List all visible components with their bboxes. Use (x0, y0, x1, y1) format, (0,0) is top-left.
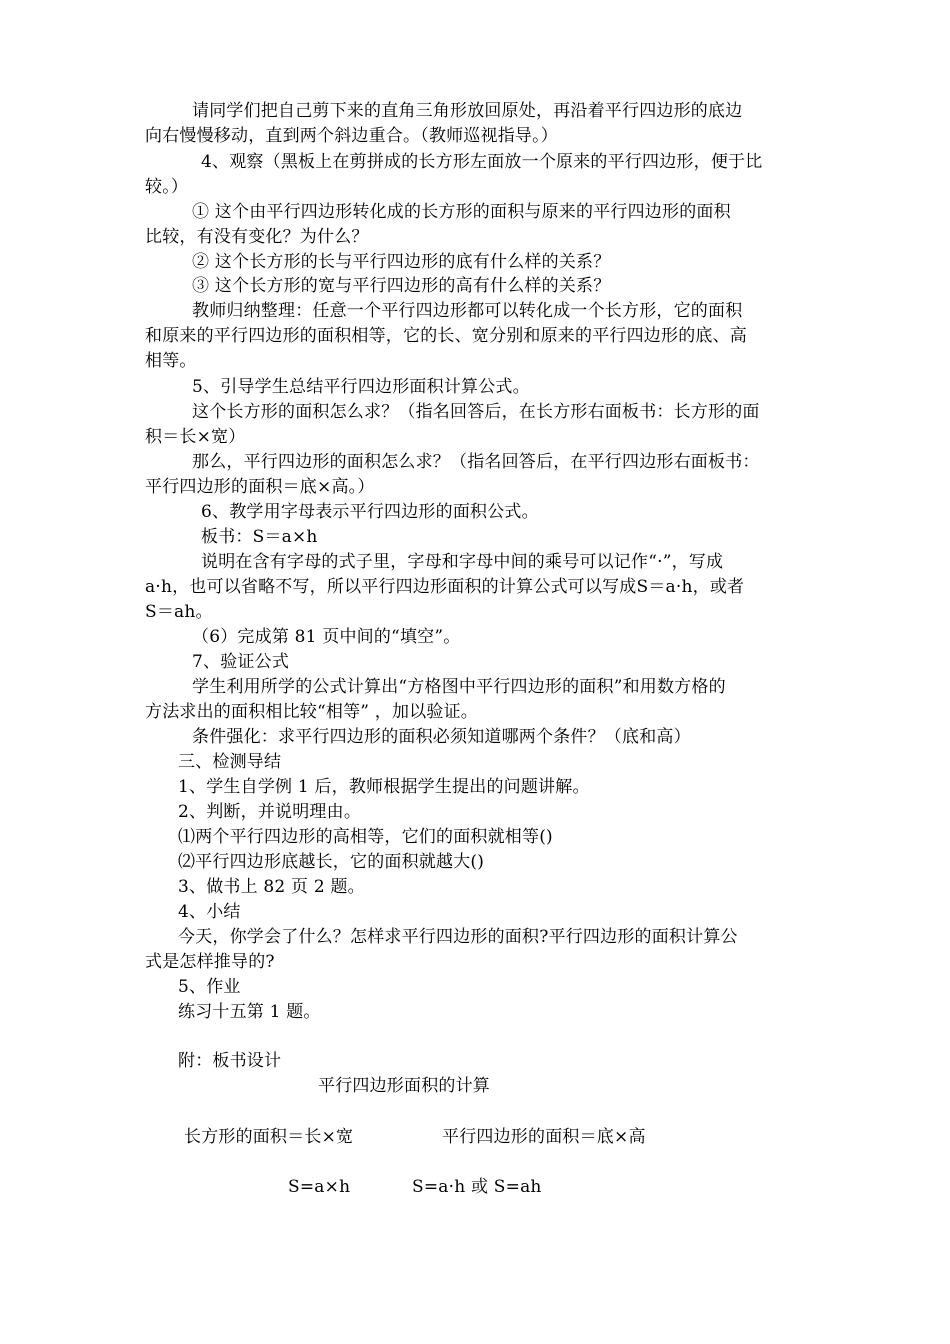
text-line: a·h，也可以省略不写，所以平行四边形面积的计算公式可以写成S＝a·h，或者 (145, 577, 745, 597)
text-line: ⑴两个平行四边形的高相等，它们的面积就相等() (178, 827, 553, 847)
text-line: ⑵平行四边形底越长，它的面积就越大() (178, 852, 485, 872)
text-line: 方法求出的面积相比较“相等” ，加以验证。 (145, 702, 478, 722)
text-line: ① 这个由平行四边形转化成的长方形的面积与原来的平行四边形的面积 (192, 202, 731, 222)
text-line: 较。） (145, 177, 189, 197)
text-line: 练习十五第 1 题。 (178, 1002, 321, 1022)
text-line: 7、验证公式 (192, 652, 290, 672)
text-line: 2、判断，并说明理由。 (178, 802, 362, 822)
text-line: 4、小结 (178, 902, 241, 922)
text-line: 请同学们把自己剪下来的直角三角形放回原处，再沿着平行四边形的底边 (192, 101, 743, 121)
rectangle-letter-formula: S=a×h (288, 1177, 351, 1197)
text-line: 三、检测导结 (178, 752, 282, 772)
text-line: 式是怎样推导的? (145, 952, 275, 972)
rectangle-area-formula: 长方形的面积＝长×宽 (184, 1127, 354, 1147)
text-line: 和原来的平行四边形的面积相等，它的长、宽分别和原来的平行四边形的底、高 (145, 326, 747, 346)
text-line: 5、作业 (178, 977, 241, 997)
text-line: 板书：S＝a×h (201, 527, 318, 547)
text-line: 6、教学用字母表示平行四边形的面积公式。 (201, 502, 539, 522)
text-line: 平行四边形的面积＝底×高。） (145, 477, 375, 497)
text-line: 这个长方形的面积怎么求？（指名回答后，在长方形右面板书：长方形的面 (192, 402, 760, 422)
text-line: （6）完成第 81 页中间的“填空”。 (192, 627, 461, 647)
parallelogram-letter-formula: S=a·h 或 S=ah (412, 1177, 542, 1197)
text-line: 3、做书上 82 页 2 题。 (178, 877, 365, 897)
text-line: 那么，平行四边形的面积怎么求？（指名回答后，在平行四边形右面板书： (192, 452, 760, 472)
text-line: 学生利用所学的公式计算出“方格图中平行四边形的面积”和用数方格的 (192, 677, 726, 697)
text-line: 积＝长×宽） (145, 427, 246, 447)
text-line: ② 这个长方形的长与平行四边形的底有什么样的关系？ (192, 252, 611, 272)
text-line: 说明在含有字母的式子里，字母和字母中间的乘号可以记作“·”，写成 (201, 552, 724, 572)
text-line: 相等。 (145, 351, 197, 371)
text-line: 今天，你学会了什么？怎样求平行四边形的面积?平行四边形的面积计算公 (178, 927, 738, 947)
text-line: 向右慢慢移动，直到两个斜边重合。（教师巡视指导。） (145, 126, 558, 146)
text-line: ③ 这个长方形的宽与平行四边形的高有什么样的关系？ (192, 276, 611, 296)
text-line: 比较，有没有变化？为什么？ (145, 227, 369, 247)
text-line: 4、观察（黑板上在剪拼成的长方形左面放一个原来的平行四边形，便于比 (201, 152, 763, 172)
text-line: S＝ah。 (145, 602, 213, 622)
text-line: 1、学生自学例 1 后，教师根据学生提出的问题讲解。 (178, 777, 590, 797)
parallelogram-area-formula: 平行四边形的面积＝底×高 (442, 1127, 646, 1147)
board-title: 平行四边形面积的计算 (318, 1076, 490, 1096)
text-line: 5、引导学生总结平行四边形面积计算公式。 (192, 377, 530, 397)
text-line: 教师归纳整理：任意一个平行四边形都可以转化成一个长方形，它的面积 (192, 301, 743, 321)
board-design-label: 附：板书设计 (178, 1051, 282, 1071)
text-line: 条件强化：求平行四边形的面积必须知道哪两个条件？（底和高） (192, 727, 691, 747)
